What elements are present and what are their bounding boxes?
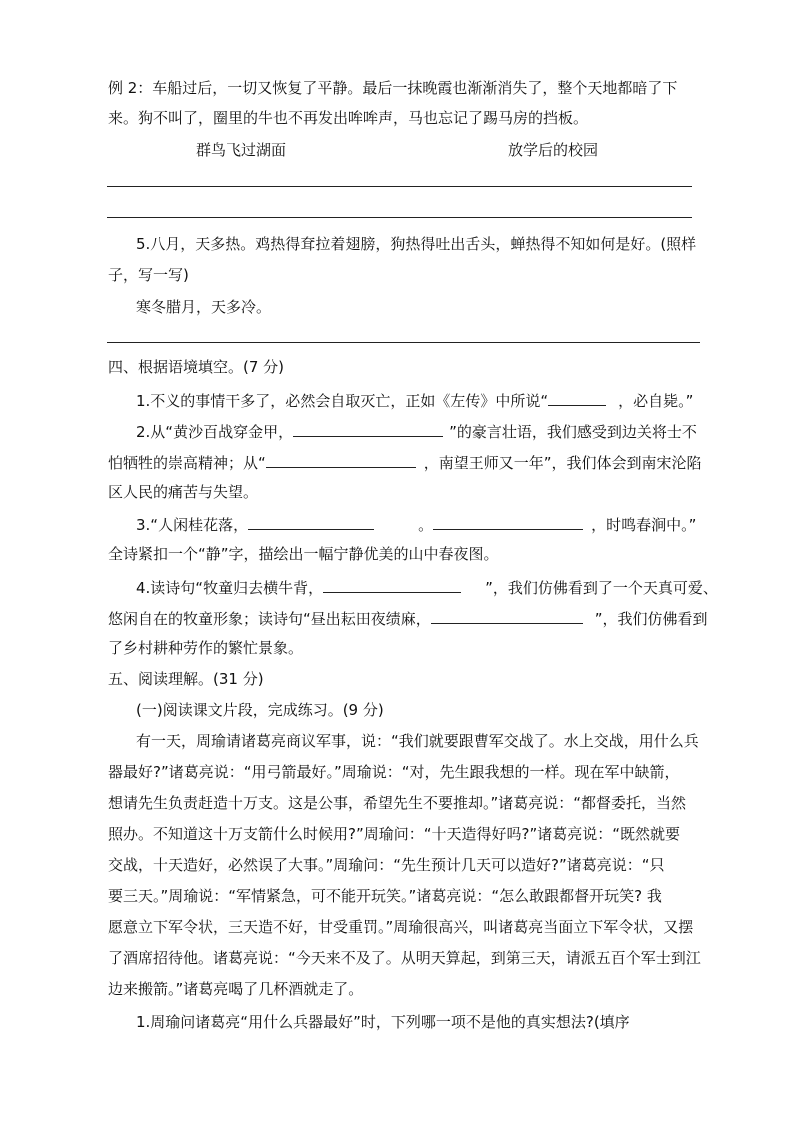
- s4-q2-line-3: 区人民的痛苦与失望。: [108, 483, 259, 501]
- q5-prompt: 寒冬腊月，天多冷。: [136, 298, 272, 316]
- s4-q2-blank-1[interactable]: [293, 420, 443, 437]
- s4-q2-line-1: [0, 420, 793, 442]
- s4-q1-text-b: ，必自毙。”: [618, 392, 694, 410]
- passage-line: 有一天，周瑜请诸葛亮商议军事，说：“我们就要跟曹军交战了。水上交战，用什么兵: [136, 732, 699, 750]
- s4-q3-text-c: ，时鸣春涧中。”: [591, 516, 697, 534]
- s4-q4-text-c: 悠闲自在的牧童形象；读诗句“昼出耘田夜绩麻，: [108, 610, 431, 628]
- answer-line-1[interactable]: [107, 186, 692, 187]
- s4-q2-text-b: ”的豪言壮语，我们感受到边关将士不: [449, 423, 697, 441]
- example2-line-2: 来。狗不叫了，圈里的牛也不再发出哞哞声，马也忘记了踢马房的挡板。: [108, 109, 589, 127]
- q5-line-2: 子，写一写): [108, 266, 189, 284]
- s4-q3-blank-1[interactable]: [248, 513, 374, 530]
- passage-line: 器最好?”诸葛亮说：“用弓箭最好。”周瑜说：“对，先生跟我想的一样。现在军中缺箭，: [108, 763, 680, 781]
- example2-line-1: 例 2：车船过后，一切又恢复了平静。最后一抹晚霞也渐渐消失了，整个天地都暗了下: [108, 79, 678, 97]
- s4-q4-text-b: ”，我们仿佛看到了一个天真可爱、: [485, 579, 718, 597]
- topic-left: 群鸟飞过湖面: [196, 141, 287, 159]
- section5-sub-heading: (一)阅读课文片段，完成练习。(9 分): [136, 701, 384, 719]
- s4-q4-text-d: ”，我们仿佛看到: [594, 610, 708, 628]
- s4-q4-blank-1[interactable]: [323, 576, 461, 593]
- s4-q1-text-a: 1.不义的事情干多了，必然会自取灭亡，正如《左传》中所说“: [136, 392, 549, 410]
- answer-line-3[interactable]: [107, 342, 700, 343]
- topic-right: 放学后的校园: [508, 141, 599, 159]
- s4-q3-line-2: 全诗紧扣一个“静”字，描绘出一幅宁静优美的山中春夜图。: [108, 545, 499, 563]
- passage-line: 交战，十天造好，必然误了大事。”周瑜问：“先生预计几天可以造好?”诸葛亮说：“只: [108, 856, 665, 874]
- s4-q1-blank[interactable]: [548, 389, 606, 406]
- passage-line: 愿意立下军令状，三天造不好，甘受重罚。”周瑜很高兴，叫诸葛亮当面立下军令状，又摆: [108, 918, 694, 936]
- s4-q4-blank-2[interactable]: [431, 607, 583, 624]
- passage-line: 照办。不知道这十万支箭什么时候用?”周瑜问：“十天造得好吗?”诸葛亮说：“既然就要: [108, 825, 681, 843]
- s4-q4-line-2: [0, 607, 793, 629]
- s4-q1-line: [0, 389, 793, 411]
- answer-line-2[interactable]: [107, 217, 692, 218]
- s4-q2-line-2: [0, 451, 793, 473]
- s4-q3-text-b: 。: [418, 516, 434, 534]
- passage-line: 想请先生负责赶造十万支。这是公事，希望先生不要推却。”诸葛亮说：“都督委托，当然: [108, 794, 687, 812]
- q5-line-1: 5.八月，天多热。鸡热得耷拉着翅膀，狗热得吐出舌头，蝉热得不知如何是好。(照样: [136, 235, 697, 253]
- s4-q2-text-d: ，南望王师又一年”，我们体会到南宋沦陷: [423, 454, 702, 472]
- passage-line: 了酒席招待他。诸葛亮说：“今天来不及了。从明天算起，到第三天，请派五百个军士到江: [108, 949, 701, 967]
- passage-line: 要三天。”周瑜说：“军情紧急，可不能开玩笑。”诸葛亮说：“怎么敢跟都督开玩笑? 我: [108, 887, 662, 905]
- s4-q2-text-a: 2.从“黄沙百战穿金甲，: [136, 423, 294, 441]
- s4-q4-line-3: 了乡村耕种劳作的繁忙景象。: [108, 639, 304, 657]
- s4-q2-text-c: 怕牺牲的崇高精神；从“: [108, 454, 266, 472]
- s5-q1-line: 1.周瑜问诸葛亮“用什么兵器最好”时，下列哪一项不是他的真实想法?(填序: [136, 1013, 630, 1031]
- passage-line: 边来搬箭。”诸葛亮喝了几杯酒就走了。: [108, 980, 364, 998]
- s4-q3-blank-2[interactable]: [433, 513, 583, 530]
- s4-q4-line-1: [0, 576, 793, 598]
- section4-heading: 四、根据语境填空。(7 分): [108, 358, 285, 376]
- s4-q3-line-1: [0, 513, 793, 535]
- s4-q2-blank-2[interactable]: [266, 451, 416, 468]
- s4-q4-text-a: 4.读诗句“牧童归去横牛背，: [136, 579, 324, 597]
- s4-q3-text-a: 3.“人闲桂花落，: [136, 516, 249, 534]
- section5-heading: 五、阅读理解。(31 分): [108, 670, 264, 688]
